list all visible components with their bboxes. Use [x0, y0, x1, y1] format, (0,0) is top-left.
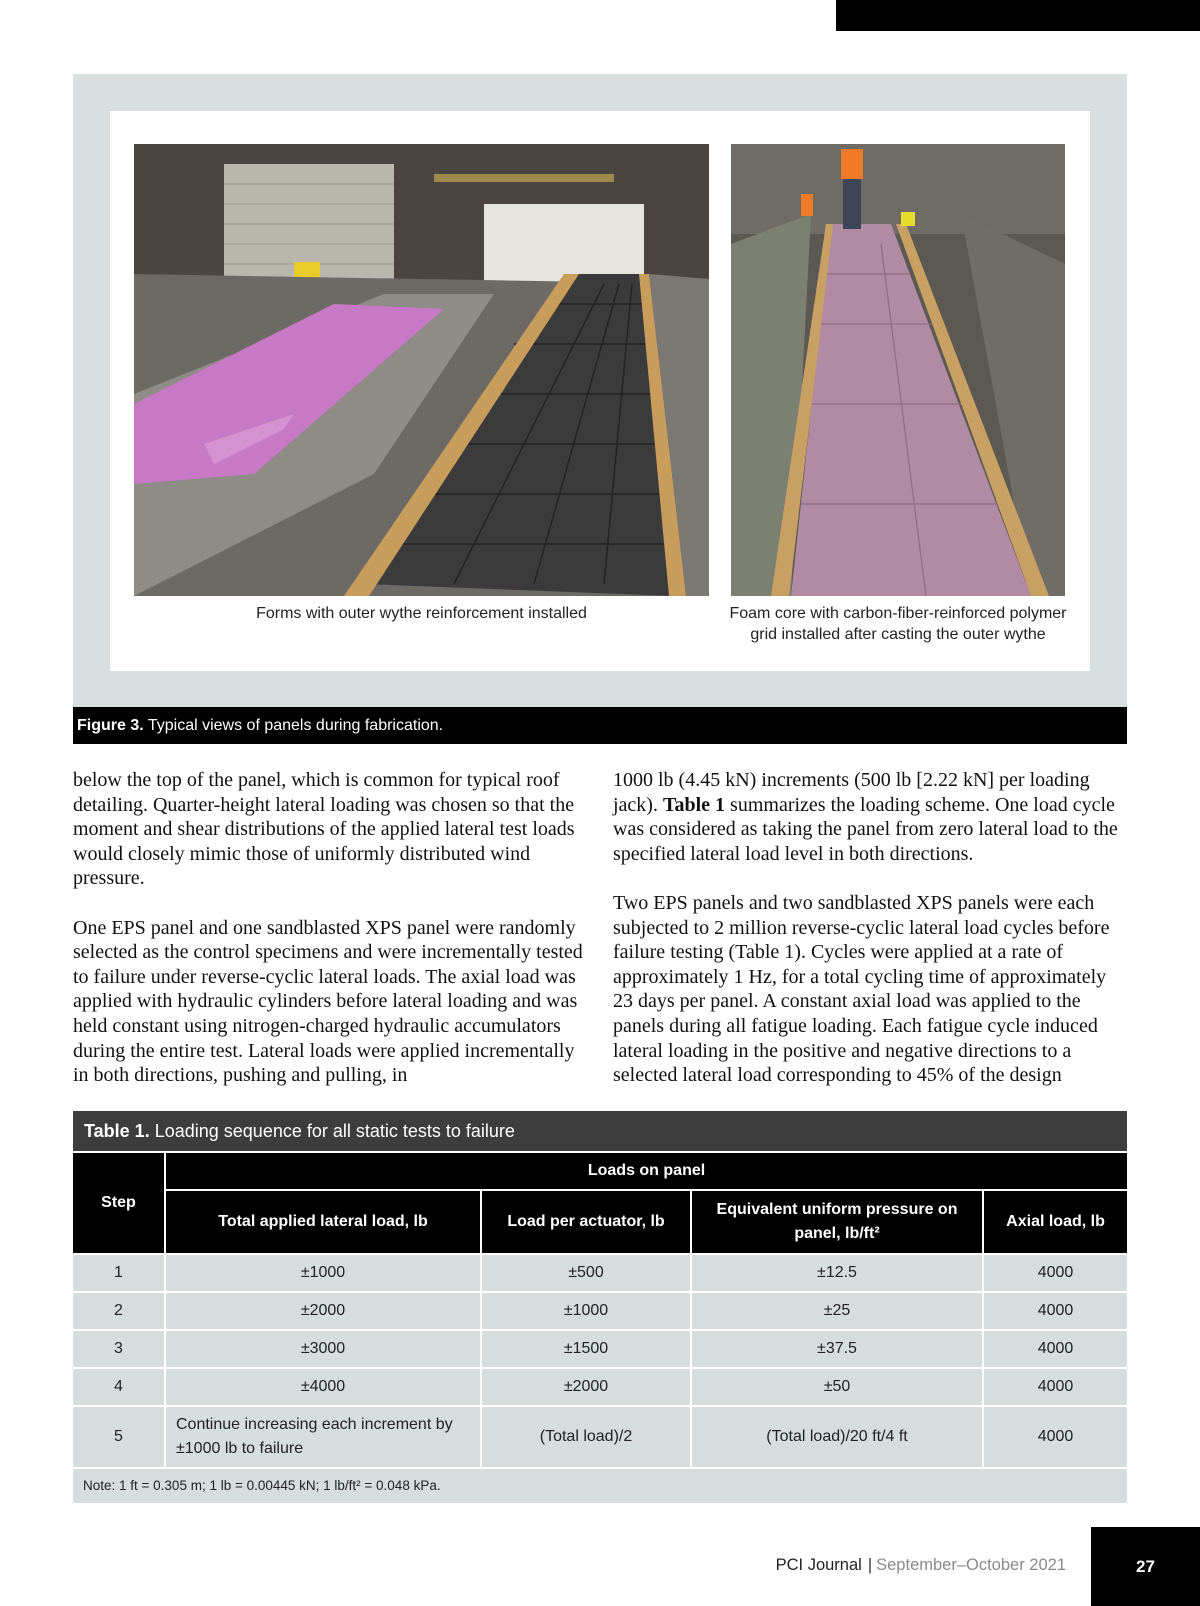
cell-actuator-load: ±1000 [481, 1292, 691, 1330]
table-body [73, 1151, 1127, 1505]
figure-caption-left: Forms with outer wythe reinforcement installed [256, 605, 587, 622]
table-note-row [73, 1468, 1127, 1504]
cell-total-load: ±2000 [165, 1292, 481, 1330]
cell-step: 2 [73, 1292, 165, 1330]
figure-caption-right: Foam core with carbon-fiber-reinforced polymer grid installed after casting the outer wythe [729, 605, 1067, 643]
cell-step: 1 [73, 1254, 165, 1292]
body-column-right [613, 768, 1128, 1112]
table-note: Note: 1 ft = 0.305 m; 1 lb = 0.00445 kN; 1 lb/ft² = 0.048 kPa. [73, 1468, 1127, 1504]
header-total-lateral-load: Total applied lateral load, lb [165, 1190, 481, 1254]
cell-actuator-load: ±500 [481, 1254, 691, 1292]
figure-title-text: Typical views of panels during fabrication. [147, 717, 444, 734]
cell-axial-load: 4000 [983, 1368, 1127, 1406]
paragraph: One EPS panel and one sandblasted XPS panel were randomly selected as the control specimens and were incrementally tested to failure under reverse-cyclic lateral loads. The axial load was applied with hydraulic cylinders before lateral loading and was held constant using nitrogen-charged hydraulic accumulators during the entire test. Lateral loads were applied incrementally in both directions, pushing and pulling, in [73, 916, 583, 1087]
journal-name: PCI Journal [775, 1556, 862, 1574]
table-row [73, 1254, 1127, 1292]
footer [600, 1556, 1066, 1575]
cell-axial-load: 4000 [983, 1292, 1127, 1330]
table-row [73, 1406, 1127, 1468]
cell-step: 4 [73, 1368, 165, 1406]
header-black-bar [836, 0, 1200, 31]
header-step: Step [73, 1152, 165, 1254]
cell-pressure: ±37.5 [691, 1330, 983, 1368]
paragraph: below the top of the panel, which is common for typical roof detailing. Quarter-height lateral loading was chosen so that the moment and shear distributions of the applied lateral test loads would closely mimic those of uniformly distributed wind pressure. [73, 769, 575, 890]
table-title [73, 1111, 1127, 1151]
figure-title [73, 707, 1127, 744]
issue-date: September–October 2021 [876, 1556, 1066, 1574]
paragraph [613, 768, 1128, 866]
cell-pressure: (Total load)/20 ft/4 ft [691, 1406, 983, 1468]
cell-total-load: Continue increasing each increment by ±1000 lb to failure [165, 1406, 481, 1468]
header-loads-on-panel: Loads on panel [165, 1152, 1127, 1190]
figure-inner [110, 111, 1090, 671]
figure-label: Figure 3. [77, 717, 144, 734]
cell-actuator-load: ±2000 [481, 1368, 691, 1406]
cell-step: 3 [73, 1330, 165, 1368]
paragraph: Two EPS panels and two sandblasted XPS panels were each subjected to 2 million reverse-cyclic lateral load cycles before failure testing (Table 1). Cycles were applied at a rate of approximately 1 Hz, for a total cycling time of approximately 23 days per panel. A constant axial load was applied to the panels during all fatigue loading. Each fatigue cycle induced lateral loading in the positive and negative directions to a selected lateral load corresponding to 45% of the design [613, 891, 1110, 1087]
paragraph-text: 1000 lb (4.45 kN) increments (500 lb [2.22 kN] per loading jack). [613, 769, 1090, 816]
table-row [73, 1292, 1127, 1330]
cell-actuator-load: ±1500 [481, 1330, 691, 1368]
table-label: Table 1. [84, 1121, 150, 1141]
cell-axial-load: 4000 [983, 1330, 1127, 1368]
cell-pressure: ±50 [691, 1368, 983, 1406]
figure-panel [73, 74, 1127, 708]
table-row [73, 1368, 1127, 1406]
cell-axial-load: 4000 [983, 1406, 1127, 1468]
cell-axial-load: 4000 [983, 1254, 1127, 1292]
header-axial-load: Axial load, lb [983, 1190, 1127, 1254]
cell-pressure: ±25 [691, 1292, 983, 1330]
cell-total-load: ±3000 [165, 1330, 481, 1368]
photo-foam-core [731, 144, 1065, 596]
header-equivalent-pressure: Equivalent uniform pressure on panel, lb/ft² [691, 1190, 983, 1254]
cell-step: 5 [73, 1406, 165, 1468]
cell-total-load: ±1000 [165, 1254, 481, 1292]
cell-total-load: ±4000 [165, 1368, 481, 1406]
table-reference[interactable]: Table 1 [662, 793, 726, 816]
loading-table [73, 1111, 1127, 1505]
photo-forms-reinforcement [134, 144, 709, 596]
table-row [73, 1330, 1127, 1368]
paragraph-text: summarizes the loading scheme. One load cycle was considered as taking the panel from zero lateral load to the specified lateral load level in both directions. [613, 793, 1118, 865]
table-title-text: Loading sequence for all static tests to failure [154, 1121, 515, 1141]
body-column-left [73, 768, 588, 1112]
footer-separator: | [867, 1556, 873, 1574]
header-load-per-actuator: Load per actuator, lb [481, 1190, 691, 1254]
page-number: 27 [1091, 1527, 1200, 1606]
cell-pressure: ±12.5 [691, 1254, 983, 1292]
cell-actuator-load: (Total load)/2 [481, 1406, 691, 1468]
